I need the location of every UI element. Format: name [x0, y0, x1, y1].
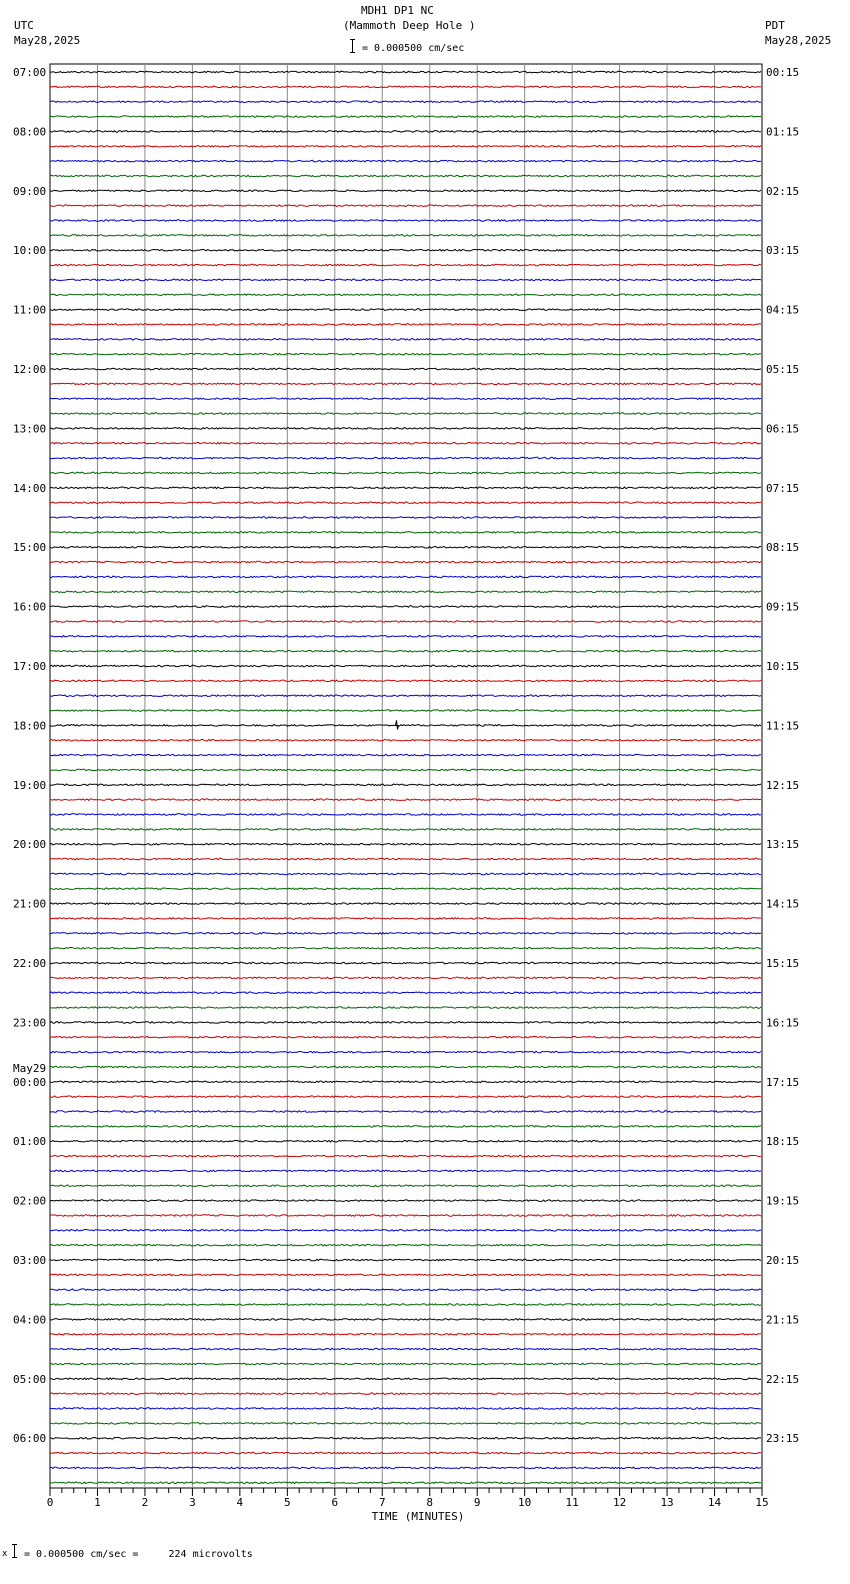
trace-row: [50, 1051, 761, 1053]
utc-hour-label: 19:00: [13, 778, 47, 792]
utc-hour-label: 17:00: [13, 660, 47, 673]
trace-row: [50, 977, 761, 979]
trace-row: [50, 769, 761, 771]
trace-row: [50, 888, 761, 890]
pdt-hour-label: 16:15: [766, 1016, 800, 1030]
pdt-hour-label: 07:15: [766, 481, 800, 495]
trace-row: [50, 858, 761, 860]
utc-hour-label: 04:00: [13, 1313, 47, 1327]
pdt-hour-label: 19:15: [766, 1194, 800, 1208]
trace-row: [50, 1319, 761, 1321]
x-tick-label: 7: [378, 1496, 386, 1509]
pdt-hour-label: 09:15: [766, 600, 800, 614]
trace-row: [50, 1259, 761, 1261]
trace-row: [50, 457, 761, 459]
station-title: MDH1 DP1 NC: [361, 4, 434, 17]
trace-row: [50, 294, 761, 296]
trace-row: [50, 754, 761, 756]
trace-row: [50, 680, 761, 682]
trace-row: [50, 918, 761, 920]
x-tick-label: 5: [284, 1496, 291, 1509]
trace-row: [50, 1066, 761, 1068]
trace-row: [50, 1304, 761, 1306]
trace-row: [50, 368, 761, 370]
utc-hour-label: 00:00: [13, 1075, 47, 1089]
trace-row: [50, 1348, 761, 1350]
trace-row: [50, 353, 761, 355]
trace-row: [50, 101, 761, 103]
pdt-hour-label: 01:15: [766, 125, 800, 139]
footer-marker: x: [2, 1549, 8, 1559]
x-tick-label: 2: [141, 1496, 149, 1509]
pdt-hour-label: 14:15: [766, 897, 800, 911]
utc-hour-label: 14:00: [13, 481, 47, 495]
trace-row: [50, 1378, 761, 1380]
utc-hour-label: 21:00: [13, 897, 47, 911]
pdt-hour-label: 11:15: [766, 719, 800, 733]
x-tick-label: 15: [755, 1496, 769, 1509]
pdt-hour-label: 20:15: [766, 1254, 800, 1267]
x-tick-label: 13: [660, 1496, 674, 1509]
utc-hour-label: 07:00: [13, 66, 47, 79]
pdt-hour-label: 03:15: [766, 244, 800, 258]
pdt-hour-label: 23:15: [766, 1432, 800, 1446]
x-axis-label: TIME (MINUTES): [371, 1510, 465, 1523]
trace-row: [50, 279, 761, 281]
pdt-hour-label: 17:15: [766, 1075, 800, 1089]
trace-row: [50, 264, 761, 266]
utc-hour-label: 20:00: [13, 838, 47, 852]
trace-row: [50, 636, 761, 638]
event-spike: [396, 720, 399, 729]
trace-row: [50, 606, 761, 608]
trace-row: [50, 1393, 761, 1395]
trace-row: [50, 814, 761, 816]
trace-row: [50, 665, 761, 667]
trace-row: [50, 383, 761, 385]
utc-hour-label: 23:00: [13, 1016, 47, 1030]
x-tick-label: 10: [518, 1496, 532, 1509]
trace-row: [50, 1155, 761, 1157]
x-tick-label: 9: [473, 1496, 481, 1509]
utc-hour-label: 01:00: [13, 1135, 47, 1149]
trace-row: [50, 220, 761, 222]
trace-row: [50, 591, 761, 593]
trace-row: [50, 1244, 761, 1246]
utc-hour-label: 09:00: [13, 184, 47, 198]
date-change-label: May29: [13, 1061, 47, 1075]
x-tick-label: 0: [46, 1496, 54, 1509]
trace-row: [50, 472, 761, 474]
pdt-hour-label: 04:15: [766, 303, 800, 317]
utc-hour-label: 10:00: [13, 244, 47, 258]
trace-row: [50, 339, 761, 341]
trace-row: [50, 1037, 761, 1039]
trace-row: [50, 710, 761, 712]
left-date: May28,2025: [14, 34, 81, 47]
trace-row: [50, 1274, 761, 1276]
trace-row: [50, 1185, 761, 1187]
trace-row: [50, 249, 761, 251]
trace-row: [50, 1007, 761, 1009]
pdt-hour-label: 05:15: [766, 363, 800, 376]
trace-row: [50, 1437, 761, 1439]
trace-row: [50, 962, 761, 964]
trace-row: [50, 71, 761, 73]
pdt-hour-label: 13:15: [766, 838, 800, 852]
left-timezone: UTC: [14, 19, 34, 32]
trace-row: [50, 532, 761, 534]
utc-hour-label: 15:00: [13, 541, 47, 555]
footer-scale-bar-icon: [14, 1544, 15, 1558]
trace-row: [50, 873, 761, 875]
trace-row: [50, 487, 761, 489]
trace-row: [50, 1215, 761, 1217]
trace-row: [50, 992, 761, 994]
right-timezone: PDT: [765, 19, 785, 32]
x-tick-label: 4: [236, 1496, 244, 1509]
utc-hour-label: 18:00: [13, 719, 47, 733]
trace-row: [50, 903, 761, 905]
pdt-hour-label: 06:15: [766, 422, 800, 436]
trace-row: [50, 1126, 761, 1128]
trace-row: [50, 443, 761, 445]
pdt-hour-label: 02:15: [766, 184, 800, 198]
trace-row: [50, 799, 761, 801]
trace-row: [50, 933, 761, 935]
trace-row: [50, 740, 761, 742]
pdt-hour-label: 22:15: [766, 1372, 800, 1386]
trace-row: [50, 1423, 761, 1425]
pdt-hour-label: 00:15: [766, 66, 800, 79]
station-location: (Mammoth Deep Hole ): [343, 19, 476, 32]
trace-row: [50, 413, 761, 415]
scale-text: = 0.000500 cm/sec: [362, 43, 465, 54]
trace-row: [50, 947, 761, 949]
pdt-hour-label: 21:15: [766, 1313, 800, 1327]
utc-hour-label: 13:00: [13, 422, 47, 436]
pdt-hour-label: 08:15: [766, 541, 800, 555]
trace-row: [50, 428, 761, 430]
trace-row: [50, 86, 761, 88]
pdt-hour-label: 18:15: [766, 1135, 800, 1149]
trace-row: [50, 175, 761, 177]
trace-row: [50, 309, 761, 311]
trace-row: [50, 1408, 761, 1410]
pdt-hour-label: 10:15: [766, 660, 800, 673]
trace-row: [50, 1363, 761, 1365]
utc-hour-label: 06:00: [13, 1432, 47, 1446]
utc-hour-label: 11:00: [13, 303, 47, 317]
x-tick-label: 11: [565, 1496, 579, 1509]
trace-row: [50, 1111, 761, 1113]
trace-row: [50, 695, 761, 697]
footer-scale-text: = 0.000500 cm/sec = 224 microvolts: [24, 1549, 253, 1560]
trace-row: [50, 621, 761, 623]
trace-row: [50, 146, 761, 148]
utc-hour-label: 12:00: [13, 363, 47, 376]
utc-hour-label: 02:00: [13, 1194, 47, 1208]
trace-row: [50, 784, 761, 786]
utc-hour-label: 08:00: [13, 125, 47, 139]
utc-hour-label: 05:00: [13, 1372, 47, 1386]
trace-row: [50, 398, 761, 400]
right-date: May28,2025: [765, 34, 832, 47]
utc-hour-label: 03:00: [13, 1254, 47, 1267]
trace-row: [50, 546, 761, 548]
x-tick-label: 1: [94, 1496, 101, 1509]
x-tick-label: 3: [189, 1496, 196, 1509]
trace-row: [50, 502, 761, 504]
trace-row: [50, 1022, 761, 1024]
utc-hour-label: 16:00: [13, 600, 47, 614]
trace-row: [50, 1200, 761, 1202]
trace-row: [50, 1452, 761, 1454]
x-tick-label: 8: [426, 1496, 434, 1509]
trace-row: [50, 1289, 761, 1291]
x-tick-label: 12: [612, 1496, 627, 1509]
trace-row: [50, 829, 761, 831]
trace-row: [50, 1230, 761, 1232]
scale-bar-icon: [352, 39, 353, 53]
trace-row: [50, 1334, 761, 1336]
pdt-hour-label: 12:15: [766, 778, 800, 792]
pdt-hour-label: 15:15: [766, 957, 800, 970]
trace-row: [50, 650, 761, 652]
trace-row: [50, 1467, 761, 1469]
trace-row: [50, 576, 761, 578]
trace-row: [50, 517, 761, 519]
trace-row: [50, 1170, 761, 1172]
trace-row: [50, 160, 761, 162]
trace-row: [50, 1096, 761, 1098]
trace-row: [50, 561, 761, 563]
trace-row: [50, 235, 761, 237]
utc-hour-label: 22:00: [13, 957, 47, 970]
trace-row: [50, 205, 761, 207]
x-tick-label: 6: [331, 1496, 339, 1509]
trace-row: [50, 843, 761, 845]
trace-row: [50, 725, 761, 727]
trace-row: [50, 1482, 761, 1484]
trace-row: [50, 1081, 761, 1083]
trace-row: [50, 1140, 761, 1142]
trace-row: [50, 131, 761, 133]
trace-row: [50, 190, 761, 192]
trace-row: [50, 324, 761, 326]
trace-row: [50, 116, 761, 118]
x-tick-label: 14: [707, 1496, 722, 1509]
